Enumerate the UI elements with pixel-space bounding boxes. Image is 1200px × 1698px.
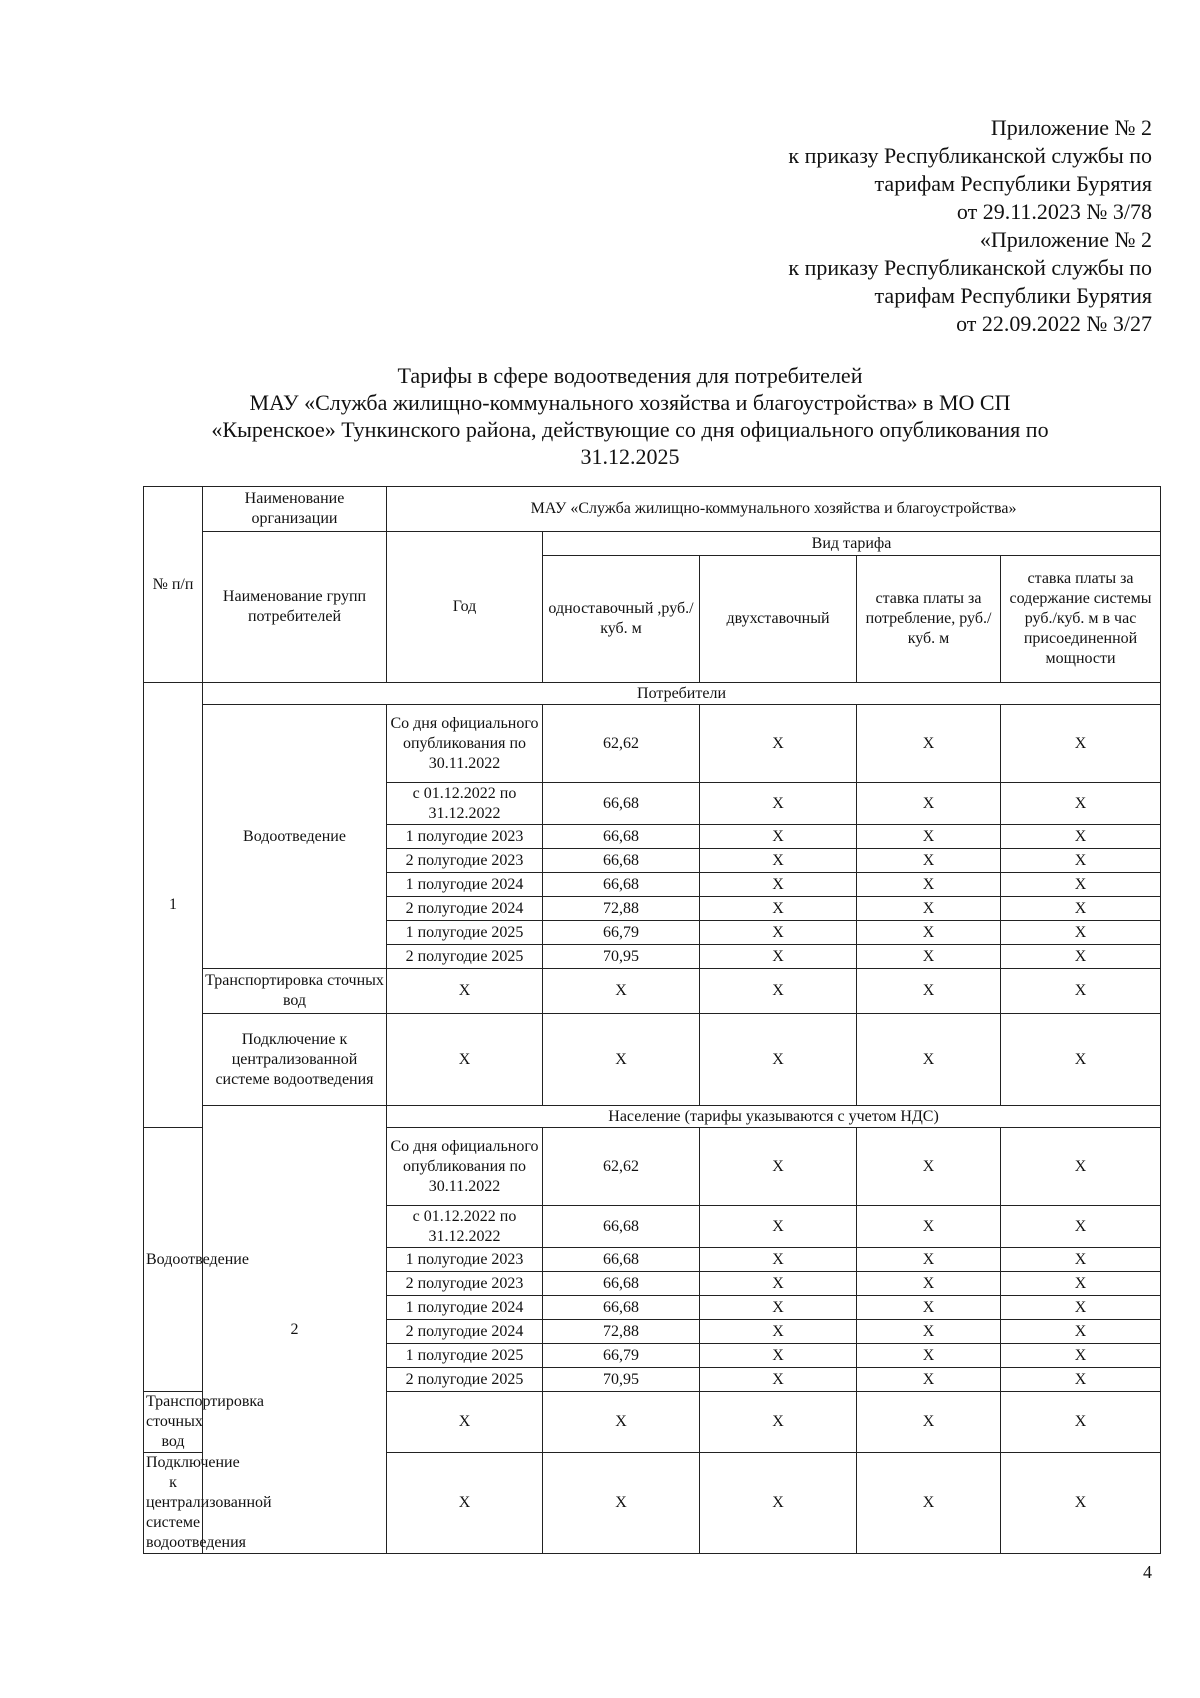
section-title: Потребители <box>203 683 1161 705</box>
transport-label: Транспортировка сточных вод <box>144 1392 203 1453</box>
column-header-year: Год <box>387 532 543 683</box>
consumption-rate-cell: X <box>857 1344 1001 1368</box>
maintenance-rate-cell: X <box>1001 849 1161 873</box>
single-rate-cell: 66,79 <box>543 1344 700 1368</box>
consumption-rate-cell: X <box>857 1206 1001 1248</box>
period-cell: с 01.12.2022 по 31.12.2022 <box>387 783 543 825</box>
two-rate-cell: X <box>700 1272 857 1296</box>
two-rate-cell: X <box>700 1344 857 1368</box>
appendix-header <box>552 114 1152 338</box>
column-header-org-label: Наименование организации <box>203 487 387 532</box>
consumption-rate-cell: X <box>857 873 1001 897</box>
consumption-rate-cell: X <box>857 969 1001 1014</box>
section-title: Население (тарифы указываются с учетом НДС) <box>387 1106 1161 1128</box>
two-rate-cell: X <box>700 1320 857 1344</box>
consumption-rate-cell: X <box>857 1320 1001 1344</box>
title-line: МАУ «Служба жилищно-коммунального хозяйства и благоустройства» в МО СП <box>249 390 1011 415</box>
period-cell: 2 полугодие 2025 <box>387 1368 543 1392</box>
year-cell: X <box>387 969 543 1014</box>
consumption-rate-cell: X <box>857 1014 1001 1106</box>
consumption-rate-cell: X <box>857 921 1001 945</box>
header-line: тарифам Республики Бурятия <box>874 171 1152 196</box>
single-rate-cell: 62,62 <box>543 705 700 783</box>
single-rate-cell: 66,79 <box>543 921 700 945</box>
period-cell: 1 полугодие 2025 <box>387 1344 543 1368</box>
service-name: Водоотведение <box>203 705 387 969</box>
maintenance-rate-cell: X <box>1001 1206 1161 1248</box>
two-rate-cell: X <box>700 1206 857 1248</box>
title-line: 31.12.2025 <box>580 444 680 469</box>
single-rate-cell: X <box>543 1392 700 1453</box>
maintenance-rate-cell: X <box>1001 1248 1161 1272</box>
maintenance-rate-cell: X <box>1001 1392 1161 1453</box>
consumption-rate-cell: X <box>857 1392 1001 1453</box>
document-title <box>130 362 1130 470</box>
header-line: тарифам Республики Бурятия <box>874 283 1152 308</box>
maintenance-rate-cell: X <box>1001 921 1161 945</box>
year-cell: X <box>387 1392 543 1453</box>
title-line: «Кыренское» Тункинского района, действующие со дня официального опубликования по <box>211 417 1049 442</box>
single-rate-cell: X <box>543 1014 700 1106</box>
single-rate-cell: 66,68 <box>543 825 700 849</box>
maintenance-rate-cell: X <box>1001 1128 1161 1206</box>
maintenance-rate-cell: X <box>1001 825 1161 849</box>
consumption-rate-cell: X <box>857 1453 1001 1554</box>
maintenance-rate-cell: X <box>1001 783 1161 825</box>
period-cell: 2 полугодие 2025 <box>387 945 543 969</box>
consumption-rate-cell: X <box>857 1272 1001 1296</box>
maintenance-rate-cell: X <box>1001 873 1161 897</box>
service-name: Водоотведение <box>144 1128 203 1392</box>
consumption-rate-cell: X <box>857 849 1001 873</box>
section-number: 1 <box>144 683 203 1128</box>
organization-name: МАУ «Служба жилищно-коммунального хозяйства и благоустройства» <box>387 487 1161 532</box>
title-line: Тарифы в сфере водоотведения для потребителей <box>397 363 863 388</box>
single-rate-cell: 72,88 <box>543 1320 700 1344</box>
maintenance-rate-cell: X <box>1001 1272 1161 1296</box>
two-rate-cell: X <box>700 873 857 897</box>
maintenance-rate-cell: X <box>1001 897 1161 921</box>
two-rate-cell: X <box>700 1392 857 1453</box>
maintenance-rate-cell: X <box>1001 1453 1161 1554</box>
single-rate-cell: 66,68 <box>543 1272 700 1296</box>
period-cell: 2 полугодие 2024 <box>387 897 543 921</box>
two-rate-cell: X <box>700 969 857 1014</box>
two-rate-cell: X <box>700 1368 857 1392</box>
column-header-groups: Наименование групп потребителей <box>203 532 387 683</box>
tariff-table <box>143 486 1161 1554</box>
page-number: 4 <box>1143 1562 1152 1582</box>
maintenance-rate-cell: X <box>1001 705 1161 783</box>
maintenance-rate-cell: X <box>1001 1368 1161 1392</box>
two-rate-cell: X <box>700 783 857 825</box>
header-line: от 22.09.2022 № 3/27 <box>956 311 1152 336</box>
consumption-rate-cell: X <box>857 783 1001 825</box>
period-cell: 2 полугодие 2024 <box>387 1320 543 1344</box>
single-rate-cell: X <box>543 969 700 1014</box>
maintenance-rate-cell: X <box>1001 945 1161 969</box>
section-number: 2 <box>203 1106 387 1554</box>
period-cell: 1 полугодие 2023 <box>387 825 543 849</box>
connection-label: Подключение к централизованной системе водоотведения <box>144 1453 203 1554</box>
period-cell: 2 полугодие 2023 <box>387 849 543 873</box>
header-line: к приказу Республиканской службы по <box>788 143 1152 168</box>
consumption-rate-cell: X <box>857 897 1001 921</box>
single-rate-cell: 66,68 <box>543 873 700 897</box>
two-rate-cell: X <box>700 825 857 849</box>
single-rate-cell: 62,62 <box>543 1128 700 1206</box>
two-rate-cell: X <box>700 1453 857 1554</box>
year-cell: X <box>387 1453 543 1554</box>
maintenance-rate-cell: X <box>1001 1320 1161 1344</box>
header-line: Приложение № 2 <box>990 115 1152 140</box>
single-rate-cell: 72,88 <box>543 897 700 921</box>
single-rate-cell: 66,68 <box>543 1248 700 1272</box>
two-rate-cell: X <box>700 897 857 921</box>
single-rate-cell: 66,68 <box>543 849 700 873</box>
single-rate-cell: X <box>543 1453 700 1554</box>
maintenance-rate-cell: X <box>1001 1296 1161 1320</box>
two-rate-cell: X <box>700 921 857 945</box>
column-header-two-rate: двухставочный <box>700 556 857 683</box>
consumption-rate-cell: X <box>857 945 1001 969</box>
column-header-maintenance-rate: ставка платы за содержание системы руб./куб. м в час присоединенной мощности <box>1001 556 1161 683</box>
period-cell: 2 полугодие 2023 <box>387 1272 543 1296</box>
maintenance-rate-cell: X <box>1001 1344 1161 1368</box>
consumption-rate-cell: X <box>857 1128 1001 1206</box>
period-cell: 1 полугодие 2025 <box>387 921 543 945</box>
header-line: к приказу Республиканской службы по <box>788 255 1152 280</box>
year-cell: X <box>387 1014 543 1106</box>
consumption-rate-cell: X <box>857 825 1001 849</box>
two-rate-cell: X <box>700 1014 857 1106</box>
column-header-single-rate: одноставочный ,руб./ куб. м <box>543 556 700 683</box>
single-rate-cell: 66,68 <box>543 1296 700 1320</box>
period-cell: с 01.12.2022 по 31.12.2022 <box>387 1206 543 1248</box>
maintenance-rate-cell: X <box>1001 1014 1161 1106</box>
consumption-rate-cell: X <box>857 1248 1001 1272</box>
period-cell: 1 полугодие 2023 <box>387 1248 543 1272</box>
two-rate-cell: X <box>700 1248 857 1272</box>
period-cell: 1 полугодие 2024 <box>387 873 543 897</box>
two-rate-cell: X <box>700 849 857 873</box>
transport-label: Транспортировка сточных вод <box>203 969 387 1014</box>
period-cell: Со дня официального опубликования по 30.11.2022 <box>387 1128 543 1206</box>
column-header-num: № п/п <box>144 487 203 683</box>
period-cell: 1 полугодие 2024 <box>387 1296 543 1320</box>
connection-label: Подключение к централизованной системе водоотведения <box>203 1014 387 1106</box>
header-line: «Приложение № 2 <box>979 227 1152 252</box>
two-rate-cell: X <box>700 705 857 783</box>
single-rate-cell: 66,68 <box>543 1206 700 1248</box>
column-header-tariff-type: Вид тарифа <box>543 532 1161 556</box>
period-cell: Со дня официального опубликования по 30.11.2022 <box>387 705 543 783</box>
single-rate-cell: 70,95 <box>543 1368 700 1392</box>
column-header-consumption-rate: ставка платы за потребление, руб./ куб. м <box>857 556 1001 683</box>
consumption-rate-cell: X <box>857 705 1001 783</box>
two-rate-cell: X <box>700 1296 857 1320</box>
header-line: от 29.11.2023 № 3/78 <box>956 199 1152 224</box>
two-rate-cell: X <box>700 945 857 969</box>
single-rate-cell: 70,95 <box>543 945 700 969</box>
two-rate-cell: X <box>700 1128 857 1206</box>
maintenance-rate-cell: X <box>1001 969 1161 1014</box>
consumption-rate-cell: X <box>857 1296 1001 1320</box>
single-rate-cell: 66,68 <box>543 783 700 825</box>
consumption-rate-cell: X <box>857 1368 1001 1392</box>
